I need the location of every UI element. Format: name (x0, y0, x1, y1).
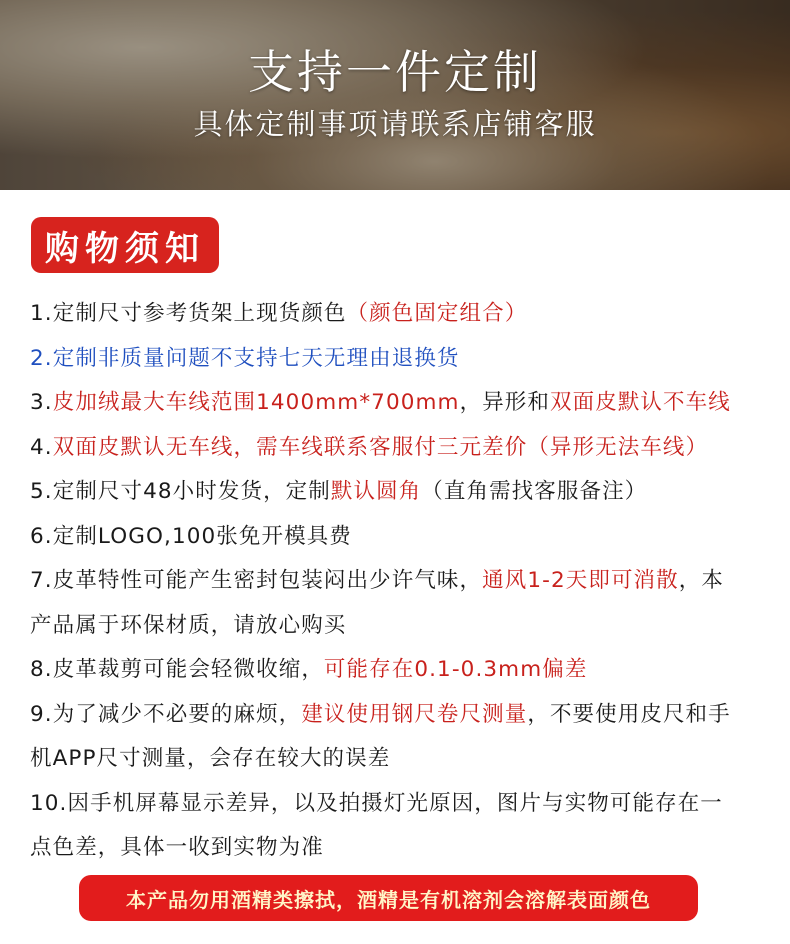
notice-highlight: （颜色固定组合） (346, 301, 528, 326)
notice-text: 产品属于环保材质，请放心购买 (30, 612, 347, 638)
hero-title: 支持一件定制 (248, 45, 542, 99)
notice-highlight: 通风1-2天即可消散 (482, 568, 679, 593)
notice-text: 6.定制LOGO,100张免开模具费 (30, 523, 352, 549)
notice-text: ，本 (678, 568, 724, 593)
notice-line-10-cont (30, 826, 760, 871)
notice-text: 9.为了减少不必要的麻烦， (30, 701, 302, 727)
notice-line-8 (30, 648, 760, 693)
hero-subtitle: 具体定制事项请联系店铺客服 (193, 107, 597, 141)
notice-line-9-cont (30, 737, 760, 782)
notice-highlight: 双面皮默认不车线 (550, 390, 731, 415)
notice-text: 点色差，具体一收到实物为准 (30, 835, 324, 860)
shopping-notice-badge: 购物须知 (31, 217, 219, 273)
notice-text: 8.皮革裁剪可能会轻微收缩， (30, 657, 324, 682)
notice-highlight: 建议使用钢尺卷尺测量 (301, 701, 528, 727)
notice-line-4 (30, 426, 760, 471)
notice-text: 7.皮革特性可能产生密封包装闷出少许气味， (30, 568, 483, 593)
notice-text: （直角需找客服备注） (421, 479, 648, 504)
notice-text: ，不要使用皮尺和手 (527, 701, 731, 727)
notice-line-7-cont (30, 604, 760, 649)
notice-highlight: 双面皮默认无车线，需车线联系客服付三元差价（异形无法车线） (52, 434, 709, 460)
notice-line-9 (30, 693, 760, 738)
warning-banner: 本产品勿用酒精类擦拭，酒精是有机溶剂会溶解表面颜色 (79, 875, 698, 921)
notice-text: 机APP尺寸测量，会存在较大的误差 (30, 746, 391, 771)
notice-text: 4. (30, 434, 53, 460)
notice-text: 10.因手机屏幕显示差异，以及拍摄灯光原因，图片与实物可能存在一 (30, 790, 723, 816)
notice-line-2 (30, 337, 760, 382)
notice-text: 5.定制尺寸48小时发货，定制 (30, 479, 331, 504)
notice-highlight: 皮加绒最大车线范围1400mm*700mm (52, 390, 460, 415)
notice-line-5 (30, 470, 760, 515)
notice-list (30, 292, 760, 871)
notice-line-1 (30, 292, 760, 337)
hero-banner (0, 0, 790, 190)
notice-text: 3. (30, 390, 53, 415)
notice-line-6 (30, 515, 760, 560)
notice-line-7 (30, 559, 760, 604)
notice-text: 1.定制尺寸参考货架上现货颜色 (30, 301, 347, 326)
notice-line-10 (30, 782, 760, 827)
notice-text: ，异形和 (459, 390, 551, 415)
notice-text: 2.定制非质量问题不支持七天无理由退换货 (30, 345, 460, 371)
notice-highlight: 默认圆角 (330, 479, 422, 504)
notice-line-3 (30, 381, 760, 426)
notice-highlight: 可能存在0.1-0.3mm偏差 (323, 657, 588, 682)
